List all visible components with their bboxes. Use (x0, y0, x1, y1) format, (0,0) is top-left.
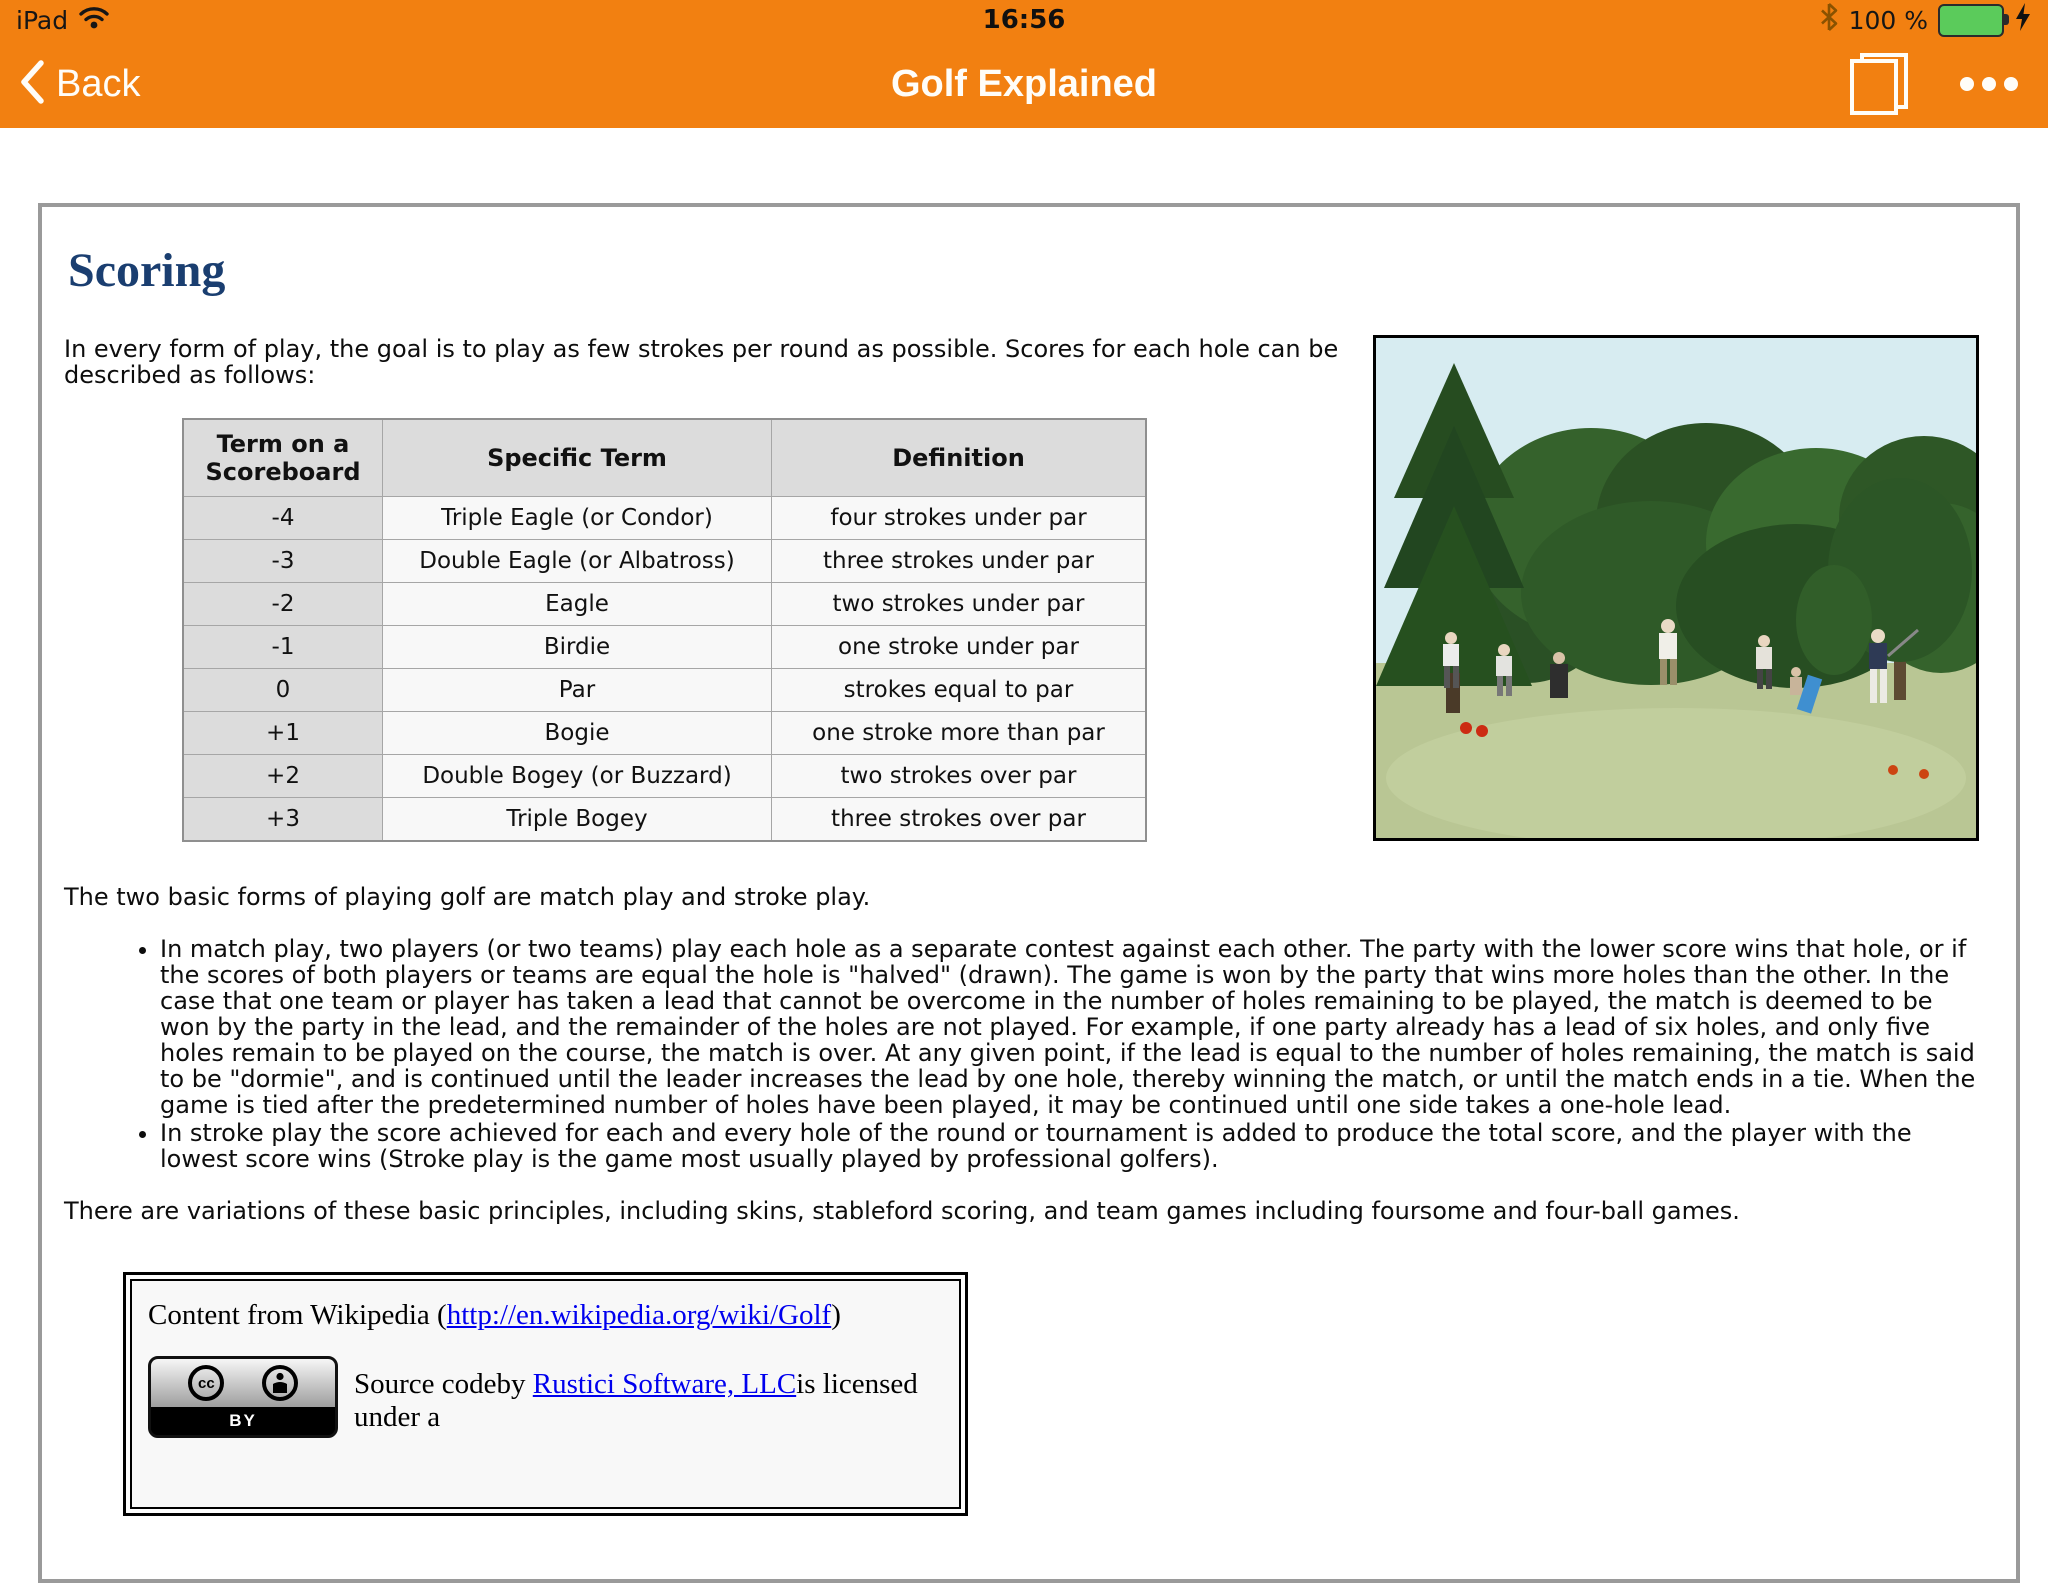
table-cell: Double Bogey (or Buzzard) (383, 755, 772, 798)
table-row (183, 626, 1146, 669)
list-item-stroke-play: • In stroke play the score achieved for each and every hole of the round or tournament is added to produce the total score, and the player with the lowest score wins (Stroke play is the game most usually played by professional golfers). (160, 1120, 1982, 1172)
table-cell: three strokes over par (772, 798, 1147, 842)
header-definition: Definition (772, 419, 1147, 497)
table-row (183, 540, 1146, 583)
table-row (183, 798, 1146, 842)
table-cell: three strokes under par (772, 540, 1147, 583)
list-item-match-play: • In match play, two players (or two teams) play each hole as a separate contest against each other. The party with the lower score wins that hole, or if the scores of both players or teams are equal the hole is "halved" (drawn). The game is won by the party that wins more holes than the other. In the case that one team or player has taken a lead that cannot be overcome in the number of holes remaining to be played, the match is deemed to be won by the party in the lead, and the remainder of the holes are not played. For example, if one party already has a lead of six holes, and only five holes remain to be played on the course, the match is over. At any given point, if the lead is equal to the number of holes remaining, the match is said to be "dormie", and is continued until the leader increases the lead by one hole, thereby winning the match, or until the match ends in a tie. When the game is tied after the predetermined number of holes have been played, it may be continued until one side takes a one-hole lead. (160, 936, 1982, 1118)
table-row (183, 583, 1146, 626)
table-row (183, 755, 1146, 798)
cc-by-badge (148, 1356, 338, 1438)
table-cell: +2 (183, 755, 383, 798)
wikipedia-link[interactable]: http://en.wikipedia.org/wiki/Golf (446, 1299, 832, 1331)
page-title: Golf Explained (890, 62, 1158, 105)
pages-icon[interactable] (1850, 53, 1908, 115)
table-cell: +1 (183, 712, 383, 755)
header-specific-term: Specific Term (383, 419, 772, 497)
table-cell: Birdie (383, 626, 772, 669)
play-forms-list (62, 936, 1988, 1172)
variations-paragraph: There are variations of these basic principles, including skins, stableford scoring, and team games including foursome and four-ball games. (64, 1197, 1740, 1225)
scoring-table (182, 418, 1147, 842)
scoring-heading: Scoring (68, 244, 226, 297)
table-cell: 0 (183, 669, 383, 712)
table-cell: -1 (183, 626, 383, 669)
table-row (183, 669, 1146, 712)
cc-by-label: BY (151, 1407, 335, 1435)
wikipedia-attribution-line: Content from Wikipedia (http://en.wikipedia.org/wiki/Golf) (148, 1299, 841, 1331)
table-cell: Triple Eagle (or Condor) (383, 497, 772, 540)
table-cell: -2 (183, 583, 383, 626)
table-row (183, 497, 1146, 540)
back-label: Back (56, 62, 141, 105)
table-cell: one stroke under par (772, 626, 1147, 669)
nav-bar (0, 40, 2048, 128)
table-cell: -3 (183, 540, 383, 583)
license-line: Source codeby Rustici Software, LLCis licensed under a (354, 1368, 918, 1433)
battery-percent: 100 % (1848, 5, 1928, 35)
cc-logo-icon: cc (188, 1365, 224, 1401)
content-frame (38, 203, 2020, 1583)
status-bar (0, 0, 2048, 40)
table-cell: Par (383, 669, 772, 712)
cc-person-icon (262, 1365, 298, 1401)
intro-paragraph: In every form of play, the goal is to play as few strokes per round as possible. Scores for each hole can be described as follows: (64, 335, 1339, 389)
table-cell: +3 (183, 798, 383, 842)
table-cell: one stroke more than par (772, 712, 1147, 755)
battery-icon (1938, 4, 2004, 37)
table-cell: Triple Bogey (383, 798, 772, 842)
more-menu-button[interactable] (1960, 77, 2018, 91)
table-cell: two strokes over par (772, 755, 1147, 798)
table-cell: -4 (183, 497, 383, 540)
rustici-software-link[interactable]: Rustici Software, LLC (532, 1368, 797, 1400)
table-cell: Double Eagle (or Albatross) (383, 540, 772, 583)
header-term-on-scoreboard: Term on a Scoreboard (183, 419, 383, 497)
golf-course-photo (1373, 335, 1979, 841)
forms-paragraph: The two basic forms of playing golf are match play and stroke play. (64, 883, 871, 911)
device-label: iPad (16, 5, 69, 35)
table-header-row (183, 419, 1146, 497)
table-row (183, 712, 1146, 755)
license-box (123, 1272, 968, 1516)
table-cell: four strokes under par (772, 497, 1147, 540)
table-cell: strokes equal to par (772, 669, 1147, 712)
table-cell: two strokes under par (772, 583, 1147, 626)
table-cell: Eagle (383, 583, 772, 626)
table-cell: Bogie (383, 712, 772, 755)
status-time: 16:56 (982, 5, 1066, 35)
